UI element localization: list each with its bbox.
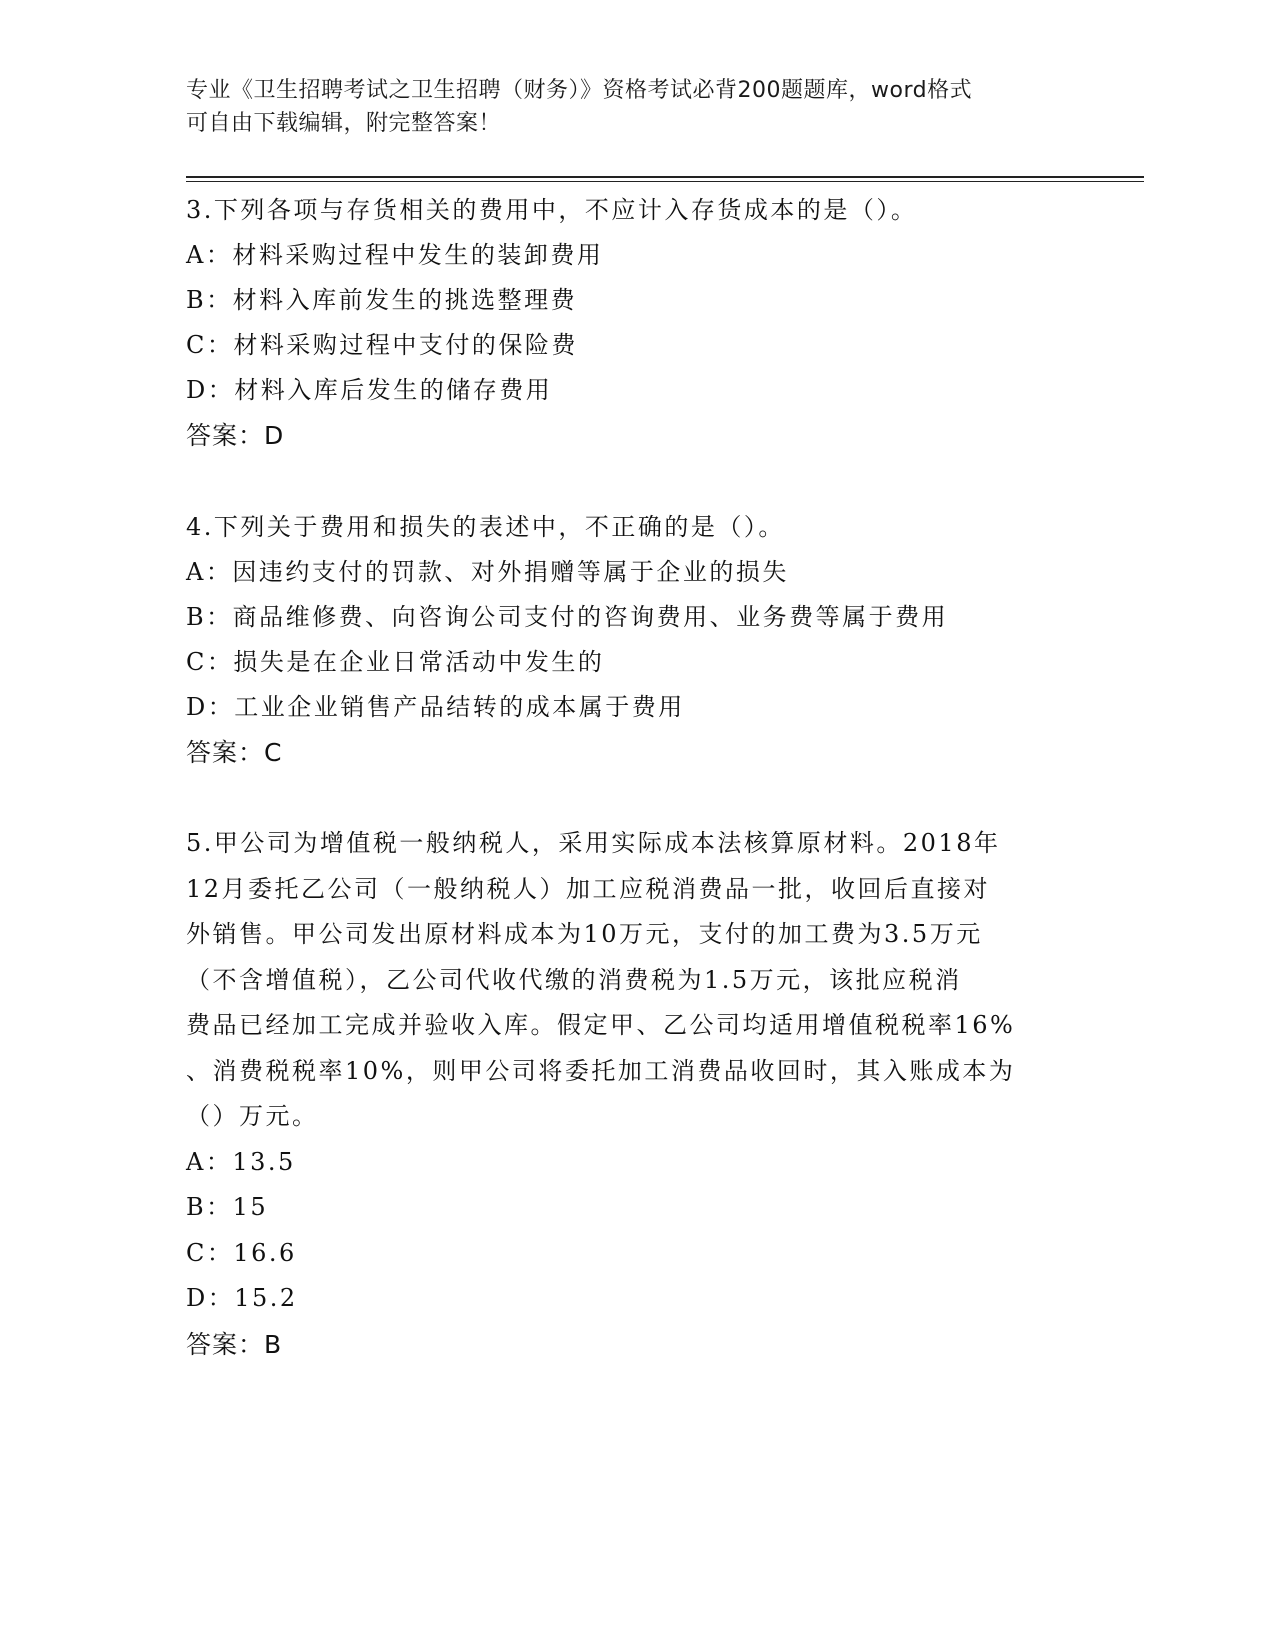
option-d: D：工业企业销售产品结转的成本属于费用 bbox=[186, 693, 685, 721]
question-stem-line: （不含增值税），乙公司代收代缴的消费税为1.5万元，该批应税消 bbox=[186, 965, 962, 994]
header-divider-thick bbox=[186, 176, 1144, 178]
option-c: C：损失是在企业日常活动中发生的 bbox=[186, 648, 605, 676]
answer-text: 答案：C bbox=[186, 738, 283, 767]
option-d: D：材料入库后发生的储存费用 bbox=[186, 376, 553, 404]
question-3 bbox=[186, 188, 1086, 458]
question-stem-line: 费品已经加工完成并验收入库。假定甲、乙公司均适用增值税税率16% bbox=[186, 1011, 1016, 1039]
option-c: C：16.6 bbox=[186, 1238, 297, 1267]
question-5 bbox=[186, 821, 1086, 1367]
question-stem-line: 5.甲公司为增值税一般纳税人，采用实际成本法核算原材料。2018年 bbox=[186, 829, 1001, 857]
answer-text: 答案：D bbox=[186, 421, 285, 450]
option-a: A：因违约支付的罚款、对外捐赠等属于企业的损失 bbox=[186, 558, 789, 586]
question-stem: 3.下列各项与存货相关的费用中，不应计入存货成本的是（）。 bbox=[186, 196, 918, 224]
question-stem-line: （）万元。 bbox=[186, 1102, 319, 1130]
header-divider-thin bbox=[186, 181, 1144, 182]
option-b: B：材料入库前发生的挑选整理费 bbox=[186, 286, 578, 314]
option-b: B：商品维修费、向咨询公司支付的咨询费用、业务费等属于费用 bbox=[186, 603, 949, 631]
answer-text: 答案：B bbox=[186, 1329, 283, 1359]
question-stem-line: 、消费税税率10%，则甲公司将委托加工消费品收回时，其入账成本为 bbox=[186, 1056, 1016, 1085]
option-a: A：材料采购过程中发生的装卸费用 bbox=[186, 241, 604, 269]
option-b: B：15 bbox=[186, 1193, 269, 1221]
question-4 bbox=[186, 505, 1086, 775]
option-a: A：13.5 bbox=[186, 1147, 296, 1176]
header-line-1: 专业《卫生招聘考试之卫生招聘（财务）》资格考试必背200题题库，word格式 bbox=[186, 78, 973, 103]
question-stem-line: 12月委托乙公司（一般纳税人）加工应税消费品一批，收回后直接对 bbox=[186, 874, 991, 903]
header-line-2: 可自由下载编辑，附完整答案！ bbox=[186, 111, 502, 136]
document-header bbox=[186, 74, 1086, 140]
option-d: D：15.2 bbox=[186, 1284, 298, 1312]
question-stem: 4.下列关于费用和损失的表述中，不正确的是（）。 bbox=[186, 513, 785, 541]
question-stem-line: 外销售。甲公司发出原材料成本为10万元，支付的加工费为3.5万元 bbox=[186, 920, 983, 948]
option-c: C：材料采购过程中支付的保险费 bbox=[186, 331, 578, 359]
